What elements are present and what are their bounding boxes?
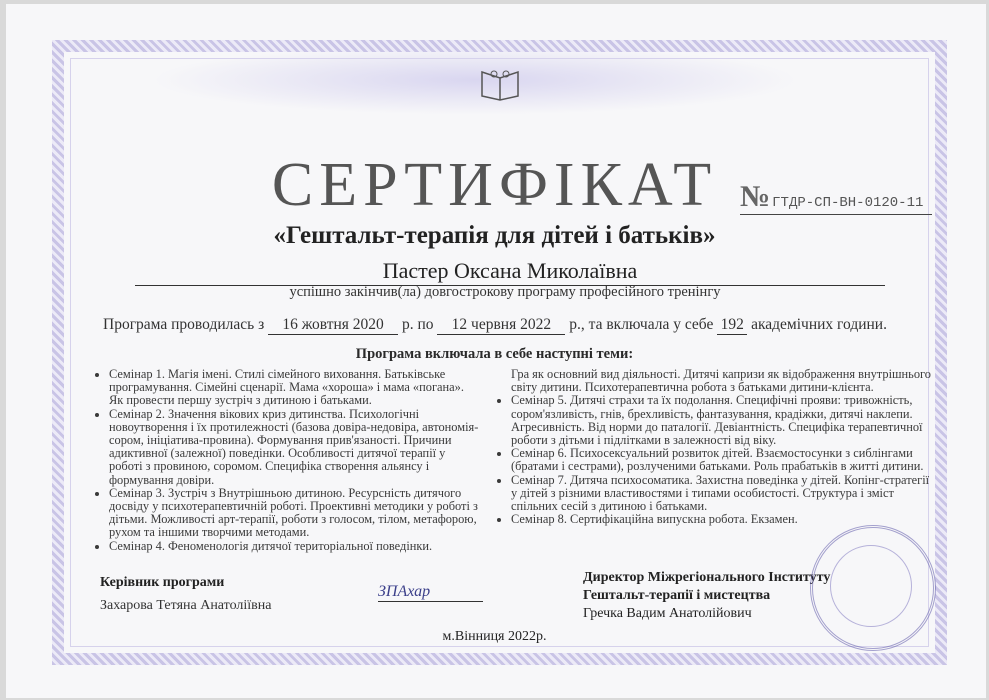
topic-item: • Семінар 4. Феноменологія дитячої територіальної поведінки. (109, 540, 480, 553)
program-mid2: р., та включала у себе (569, 316, 714, 333)
topic-item: • Семінар 2. Значення вікових криз дитинства. Психологічні новоутворення і їх протилежності (базова довіра-недовіра, автономія-сором, ініціатива-провина). Формування прив'язаності. Причини адиктивної (залежної) поведінки. Особливості дитячої терапії у роботі з провиною, соромом. Специфіка створення альянсу і формування довіри. (109, 408, 480, 487)
topics-right-column (497, 368, 937, 526)
certificate-title: СЕРТИФІКАТ (271, 151, 718, 219)
program-mid: р. по (401, 316, 434, 333)
topics-heading: Програма включала в себе наступні теми: (355, 346, 634, 362)
director-title-1: Директор Міжрегіонального Інституту (583, 570, 831, 585)
recipient-name: Пастер Оксана Миколаївна (135, 258, 885, 286)
director-title-2: Гештальт-терапії і мистецтва (583, 588, 771, 603)
course-title: «Гештальт-терапія для дітей і батьків» (273, 222, 716, 249)
hours: 192 (717, 316, 747, 335)
leader-name: Захарова Тетяна Анатоліївна (100, 598, 272, 613)
program-prefix: Програма проводилась з (103, 316, 265, 333)
certificate-number (740, 180, 932, 215)
topic-item: • Семінар 1. Магія імені. Стилі сімейного виховання. Батьківське програмування. Сімейні сценарії. Мама «хороша» і мама «погана». Як провести першу зустріч з дитиною і батьками. (109, 368, 480, 408)
leader-signature: ЗПАхар (378, 583, 483, 602)
institute-stamp-inner (830, 545, 912, 627)
book-logo-icon (478, 62, 522, 102)
program-dates-line (103, 316, 887, 335)
city-year: м.Вінниця 2022р. (442, 629, 547, 644)
start-date: 16 жовтня 2020 (268, 316, 398, 335)
topic-continuation: Гра як основний вид діяльності. Дитячі капризи як відображення внутрішнього світу дитини. Психотерапевтична робота з батьками дитини-клієнта. (511, 367, 931, 395)
program-suffix: академічних години. (751, 316, 887, 333)
end-date: 12 червня 2022 (437, 316, 565, 335)
topic-item: • Семінар 5. Дитячі страхи та їх подолання. Специфічні прояви: тривожність, сором'язливість, гнів, брехливість, фантазування, крадіжки, дитячі наклепи. Агресивність. Від норми до паталогії. Девіантність. Специфіка терапевтичної роботи з дітьми і підлітками в залежності від віку. (511, 394, 937, 447)
leader-title: Керівник програми (100, 575, 225, 590)
topic-item: • Семінар 6. Психосексуальний розвиток дітей. Взаємостосунки з сиблінгами (братами і сестрами), розлученими батьками. Роль прабатьків в житті дитини. (511, 447, 937, 473)
completion-text: успішно закінчив(ла) довгострокову програму професійного тренінгу (289, 284, 721, 300)
number-value: ГТДР-СП-ВН-0120-11 (772, 195, 924, 211)
number-sign: № (740, 180, 771, 213)
topic-item: • Семінар 8. Сертифікаційна випускна робота. Екзамен. (511, 513, 937, 526)
topic-item: • Семінар 7. Дитяча психосоматика. Захистна поведінка у дітей. Копінг-стратегії у дітей з різними властивостями і типами особистості. Структура і зміст спільних сесій з дитиною і батьками. (511, 474, 937, 514)
director-name: Гречка Вадим Анатолійович (583, 606, 752, 621)
topics-left-column (95, 368, 480, 553)
topic-item: • Семінар 3. Зустріч з Внутрішньою дитиною. Ресурсність дитячого досвіду у психотерапевтичній роботі. Проективні методики у роботі з дітьми. Можливості арт-терапії, роботи з голосом, тілом, метафорою, рухом та іншими творчими методами. (109, 487, 480, 540)
